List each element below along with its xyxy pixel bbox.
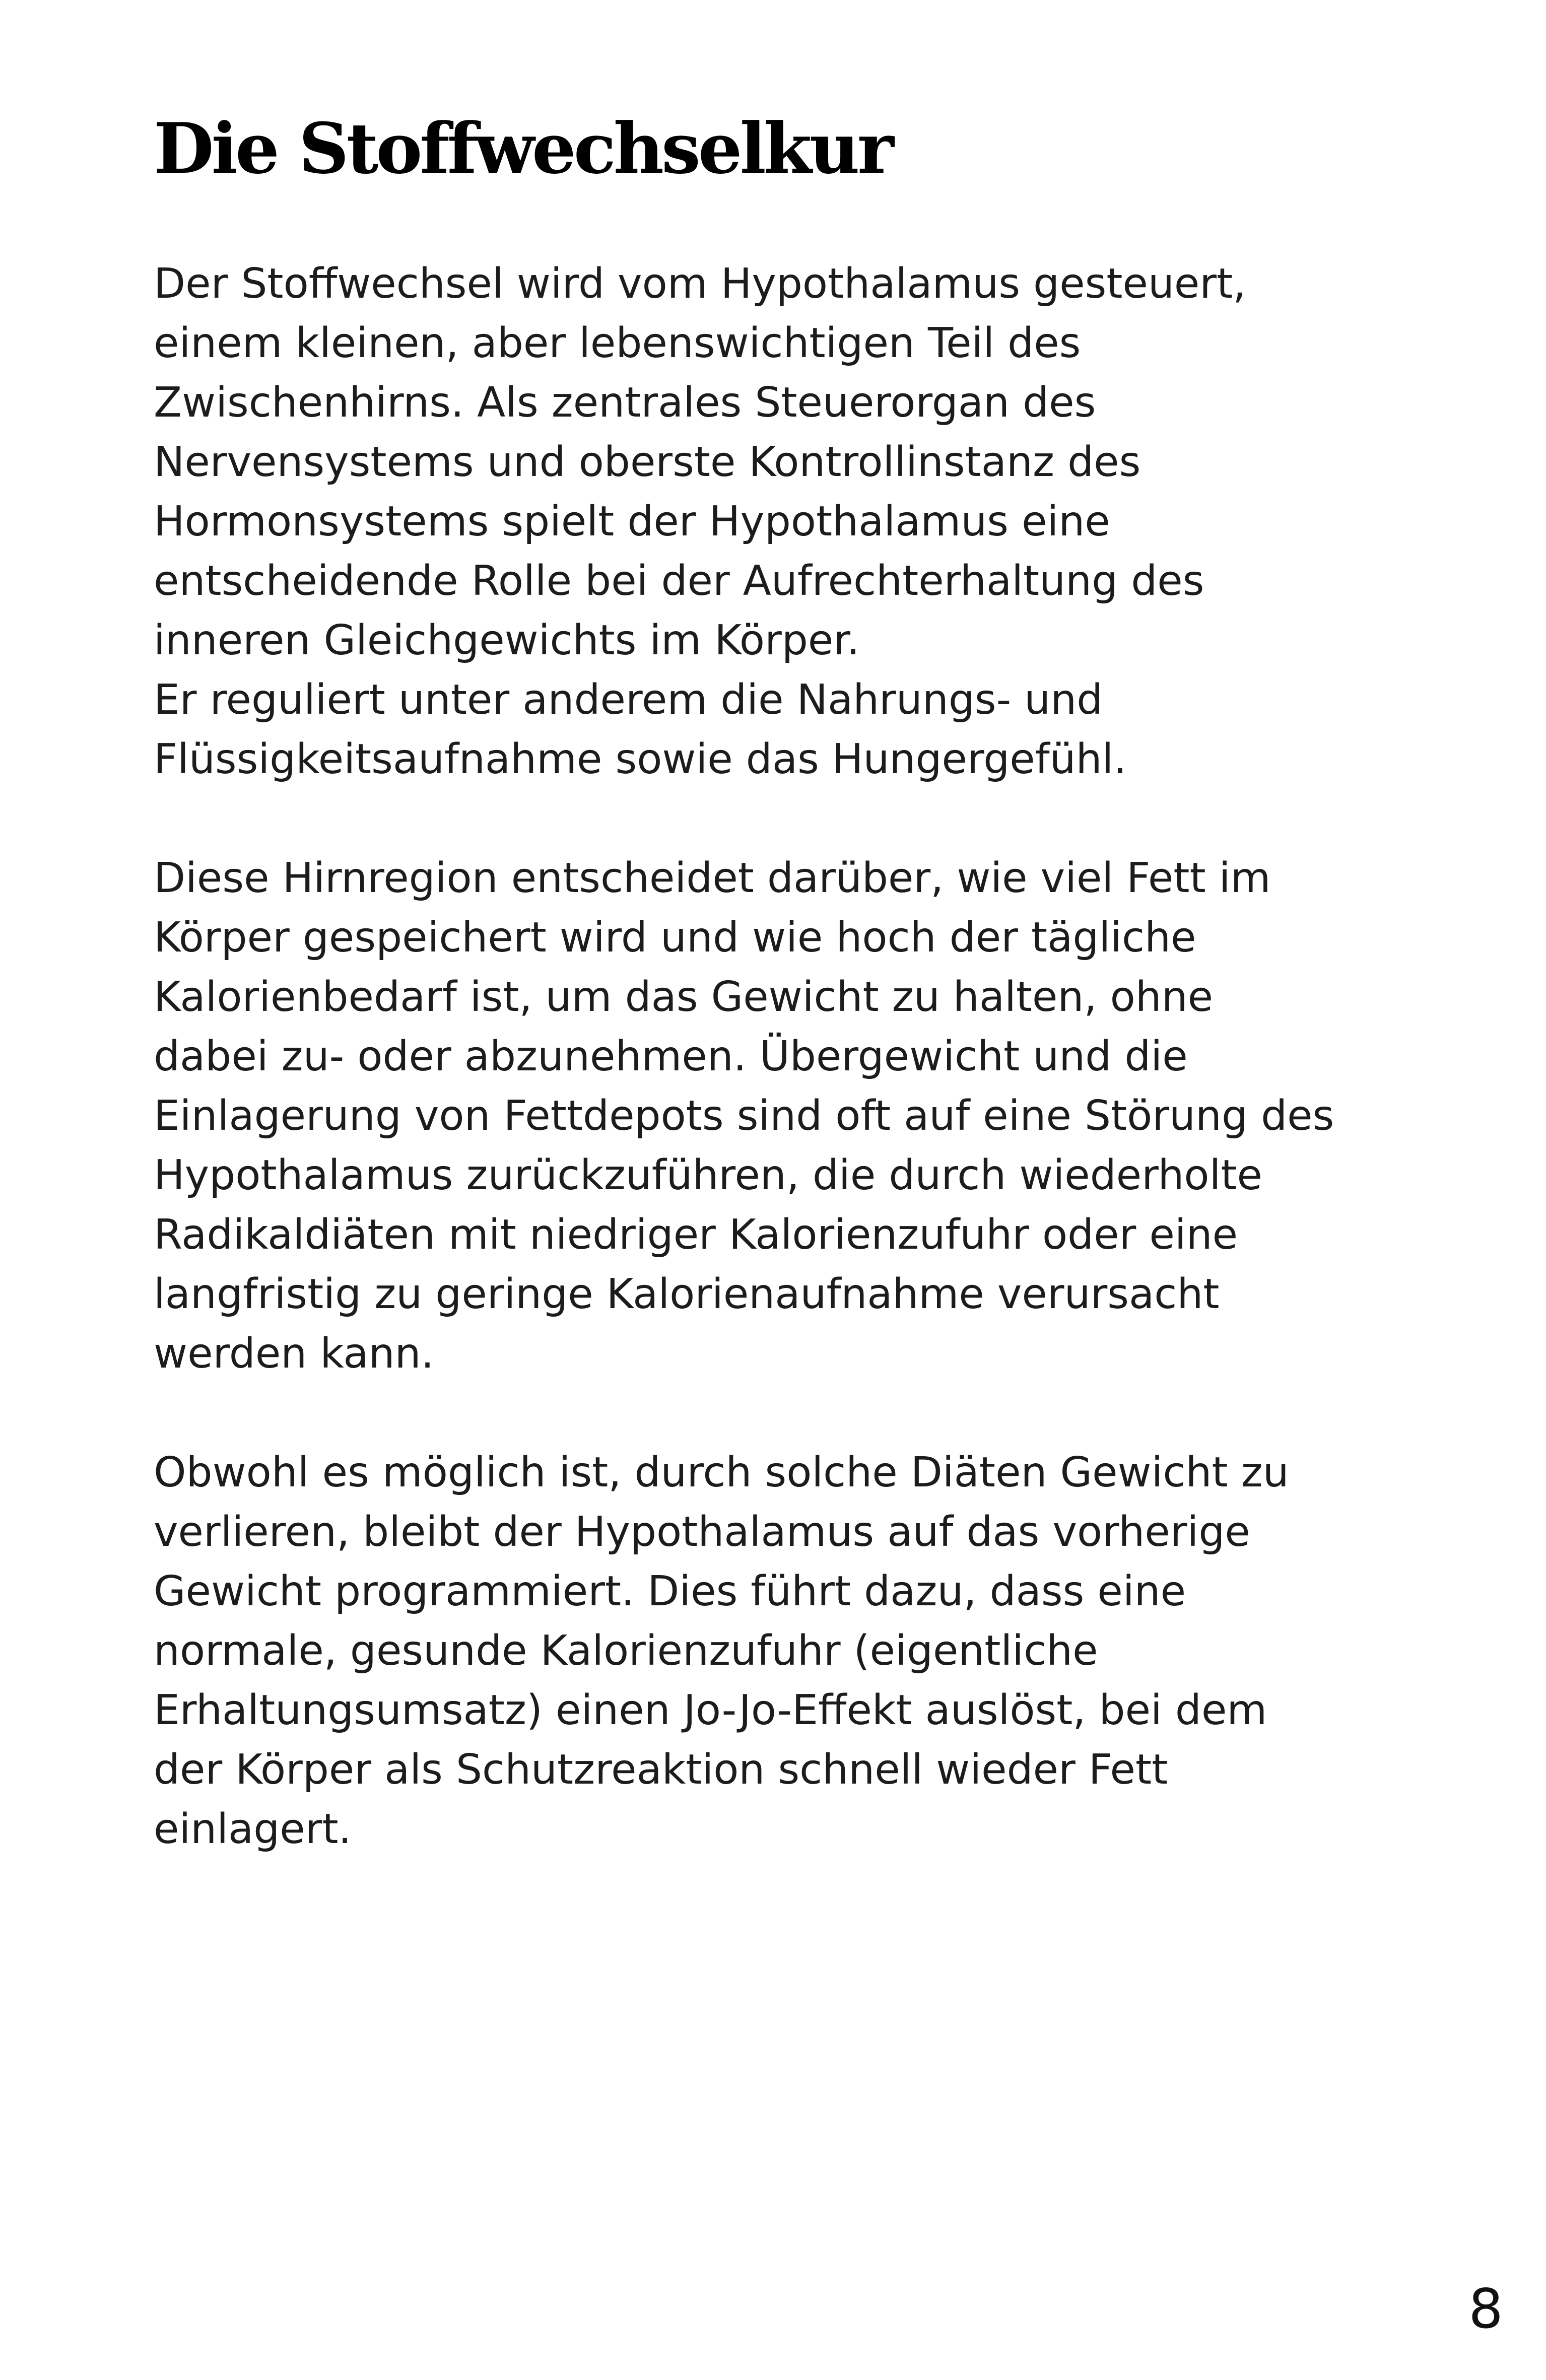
text-line: Er reguliert unter anderem die Nahrungs- und	[154, 676, 1103, 724]
text-line: langfristig zu geringe Kalorienaufnahme verursacht	[154, 1270, 1220, 1318]
text-line: Der Stoffwechsel wird vom Hypothalamus gesteuert,	[154, 260, 1246, 308]
text-line: Einlagerung von Fettdepots sind oft auf eine Störung des	[154, 1092, 1334, 1140]
text-line: Hypothalamus zurückzuführen, die durch wiederholte	[154, 1151, 1262, 1199]
text-line: einlagert.	[154, 1805, 352, 1853]
paragraph-2	[154, 849, 1423, 1384]
text-line: werden kann.	[154, 1330, 434, 1378]
text-line: verlieren, bleibt der Hypothalamus auf das vorherige	[154, 1508, 1250, 1556]
text-line: Zwischenhirns. Als zentrales Steuerorgan des	[154, 379, 1096, 427]
page-number: 8	[1468, 2278, 1503, 2341]
text-line: Hormonsystems spielt der Hypothalamus eine	[154, 498, 1110, 546]
text-line: Flüssigkeitsaufnahme sowie das Hungergefühl.	[154, 735, 1127, 783]
text-line: Nervensystems und oberste Kontrollinstanz des	[154, 438, 1141, 486]
text-line: Erhaltungsumsatz) einen Jo-Jo-Effekt auslöst, bei dem	[154, 1686, 1267, 1734]
text-line: normale, gesunde Kalorienzufuhr (eigentliche	[154, 1627, 1098, 1675]
text-line: entscheidende Rolle bei der Aufrechterhaltung des	[154, 557, 1204, 605]
text-line: Radikaldiäten mit niedriger Kalorienzufuhr oder eine	[154, 1211, 1238, 1259]
text-line: Körper gespeichert wird und wie hoch der tägliche	[154, 914, 1196, 962]
text-line: Diese Hirnregion entscheidet darüber, wie viel Fett im	[154, 854, 1271, 902]
text-line: Obwohl es möglich ist, durch solche Diäten Gewicht zu	[154, 1449, 1289, 1497]
paragraph-3	[154, 1443, 1423, 1859]
text-line: Gewicht programmiert. Dies führt dazu, dass eine	[154, 1568, 1186, 1615]
text-line: inneren Gleichgewichts im Körper.	[154, 617, 860, 664]
text-line: der Körper als Schutzreaktion schnell wieder Fett	[154, 1746, 1168, 1794]
paragraph-1	[154, 254, 1423, 789]
body-text	[154, 254, 1423, 1919]
text-line: Kalorienbedarf ist, um das Gewicht zu halten, ohne	[154, 973, 1214, 1021]
page-title: Die Stoffwechselkur	[154, 107, 892, 189]
text-line: dabei zu- oder abzunehmen. Übergewicht und die	[154, 1033, 1188, 1080]
text-line: einem kleinen, aber lebenswichtigen Teil des	[154, 319, 1081, 367]
